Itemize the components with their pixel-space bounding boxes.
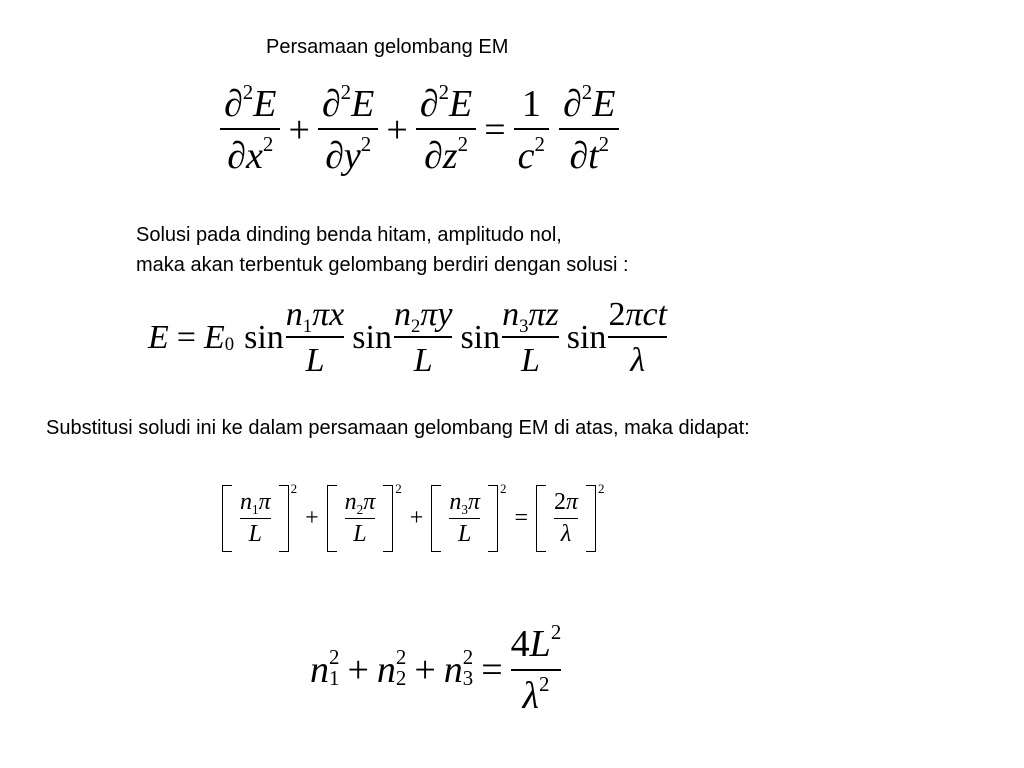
- sin-function: sin: [244, 319, 284, 356]
- equals-sign: =: [484, 109, 506, 151]
- bracket-term-rhs: 2 π λ 2: [536, 485, 605, 552]
- plus-sign: +: [414, 649, 436, 691]
- left-bracket: [222, 485, 232, 552]
- bracket-equation: [222, 481, 605, 552]
- fraction-bar: [514, 128, 549, 130]
- bracket-term-1: n 1 π L 2: [222, 485, 297, 552]
- frac-d2E-dt2: ∂ 2 E ∂ t 2: [559, 82, 619, 178]
- plus-sign: +: [305, 505, 319, 531]
- fraction-bar: [608, 336, 667, 338]
- right-bracket: [279, 485, 289, 552]
- fraction-bar: [286, 336, 344, 338]
- sin-function: sin: [352, 319, 392, 356]
- fraction-bar: [394, 336, 452, 338]
- page-title: Persamaan gelombang EM: [266, 36, 509, 58]
- frac-1-c2: 1 c 2: [514, 82, 549, 178]
- fraction-bar: [449, 518, 480, 519]
- frac-d2E-dy2: ∂ 2 E ∂ y 2: [318, 82, 378, 178]
- sin-function: sin: [460, 319, 501, 356]
- bracket-term-3: n 3 π L 2: [431, 485, 506, 552]
- frac-n1-pi-x-L: n 1 π x L: [285, 296, 345, 379]
- frac-2-pi-c-t-lambda: 2 π c t λ: [608, 296, 668, 379]
- fraction-bar: [559, 128, 619, 130]
- fraction-bar: [220, 128, 280, 130]
- sin-function: sin: [566, 319, 607, 356]
- frac-d2E-dz2: ∂ 2 E ∂ z 2: [416, 82, 476, 178]
- plus-sign: +: [409, 505, 424, 531]
- equals-sign: =: [481, 649, 503, 691]
- bracket-term-2: n 2 π L 2: [327, 485, 402, 552]
- plus-sign: +: [288, 109, 310, 151]
- frac-n3-pi-z-L: n 3 π z L: [502, 296, 559, 379]
- fraction-bar: [511, 669, 562, 671]
- mode-relation: n 2 1 + n 2 2 + n 2 3 = 4 L 2 λ 2: [310, 620, 562, 717]
- frac-4L2-lambda2: 4 L 2 λ 2: [510, 620, 562, 717]
- left-bracket: [536, 485, 546, 552]
- left-bracket: [431, 485, 441, 552]
- equals-sign: =: [514, 505, 529, 531]
- wave-equation: [220, 82, 619, 178]
- right-bracket: [586, 485, 596, 552]
- substitution-text: Substitusi soludi ini ke dalam persamaan gelombang EM di atas, maka didapat:: [46, 417, 750, 439]
- left-bracket: [327, 485, 337, 552]
- fraction-bar: [240, 518, 271, 519]
- right-bracket: [488, 485, 498, 552]
- fraction-bar: [345, 518, 376, 519]
- standing-wave-solution: E = E 0 sin n 1 π x L sin n 2 π y L sin n 3 π z L sin 2 π c t λ: [148, 296, 668, 379]
- right-bracket: [383, 485, 393, 552]
- solution-intro-line-2: maka akan terbentuk gelombang berdiri dengan solusi :: [136, 254, 629, 276]
- fraction-bar: [502, 336, 559, 338]
- solution-intro-line-1: Solusi pada dinding benda hitam, amplitudo nol,: [136, 224, 562, 246]
- fraction-bar: [318, 128, 378, 130]
- equals-sign: =: [176, 319, 196, 356]
- frac-d2E-dx2: ∂ 2 E ∂ x 2: [220, 82, 280, 178]
- frac-n2-pi-y-L: n 2 π y L: [393, 296, 453, 379]
- plus-sign: +: [386, 109, 408, 151]
- plus-sign: +: [347, 649, 369, 691]
- fraction-bar: [554, 518, 578, 519]
- fraction-bar: [416, 128, 476, 130]
